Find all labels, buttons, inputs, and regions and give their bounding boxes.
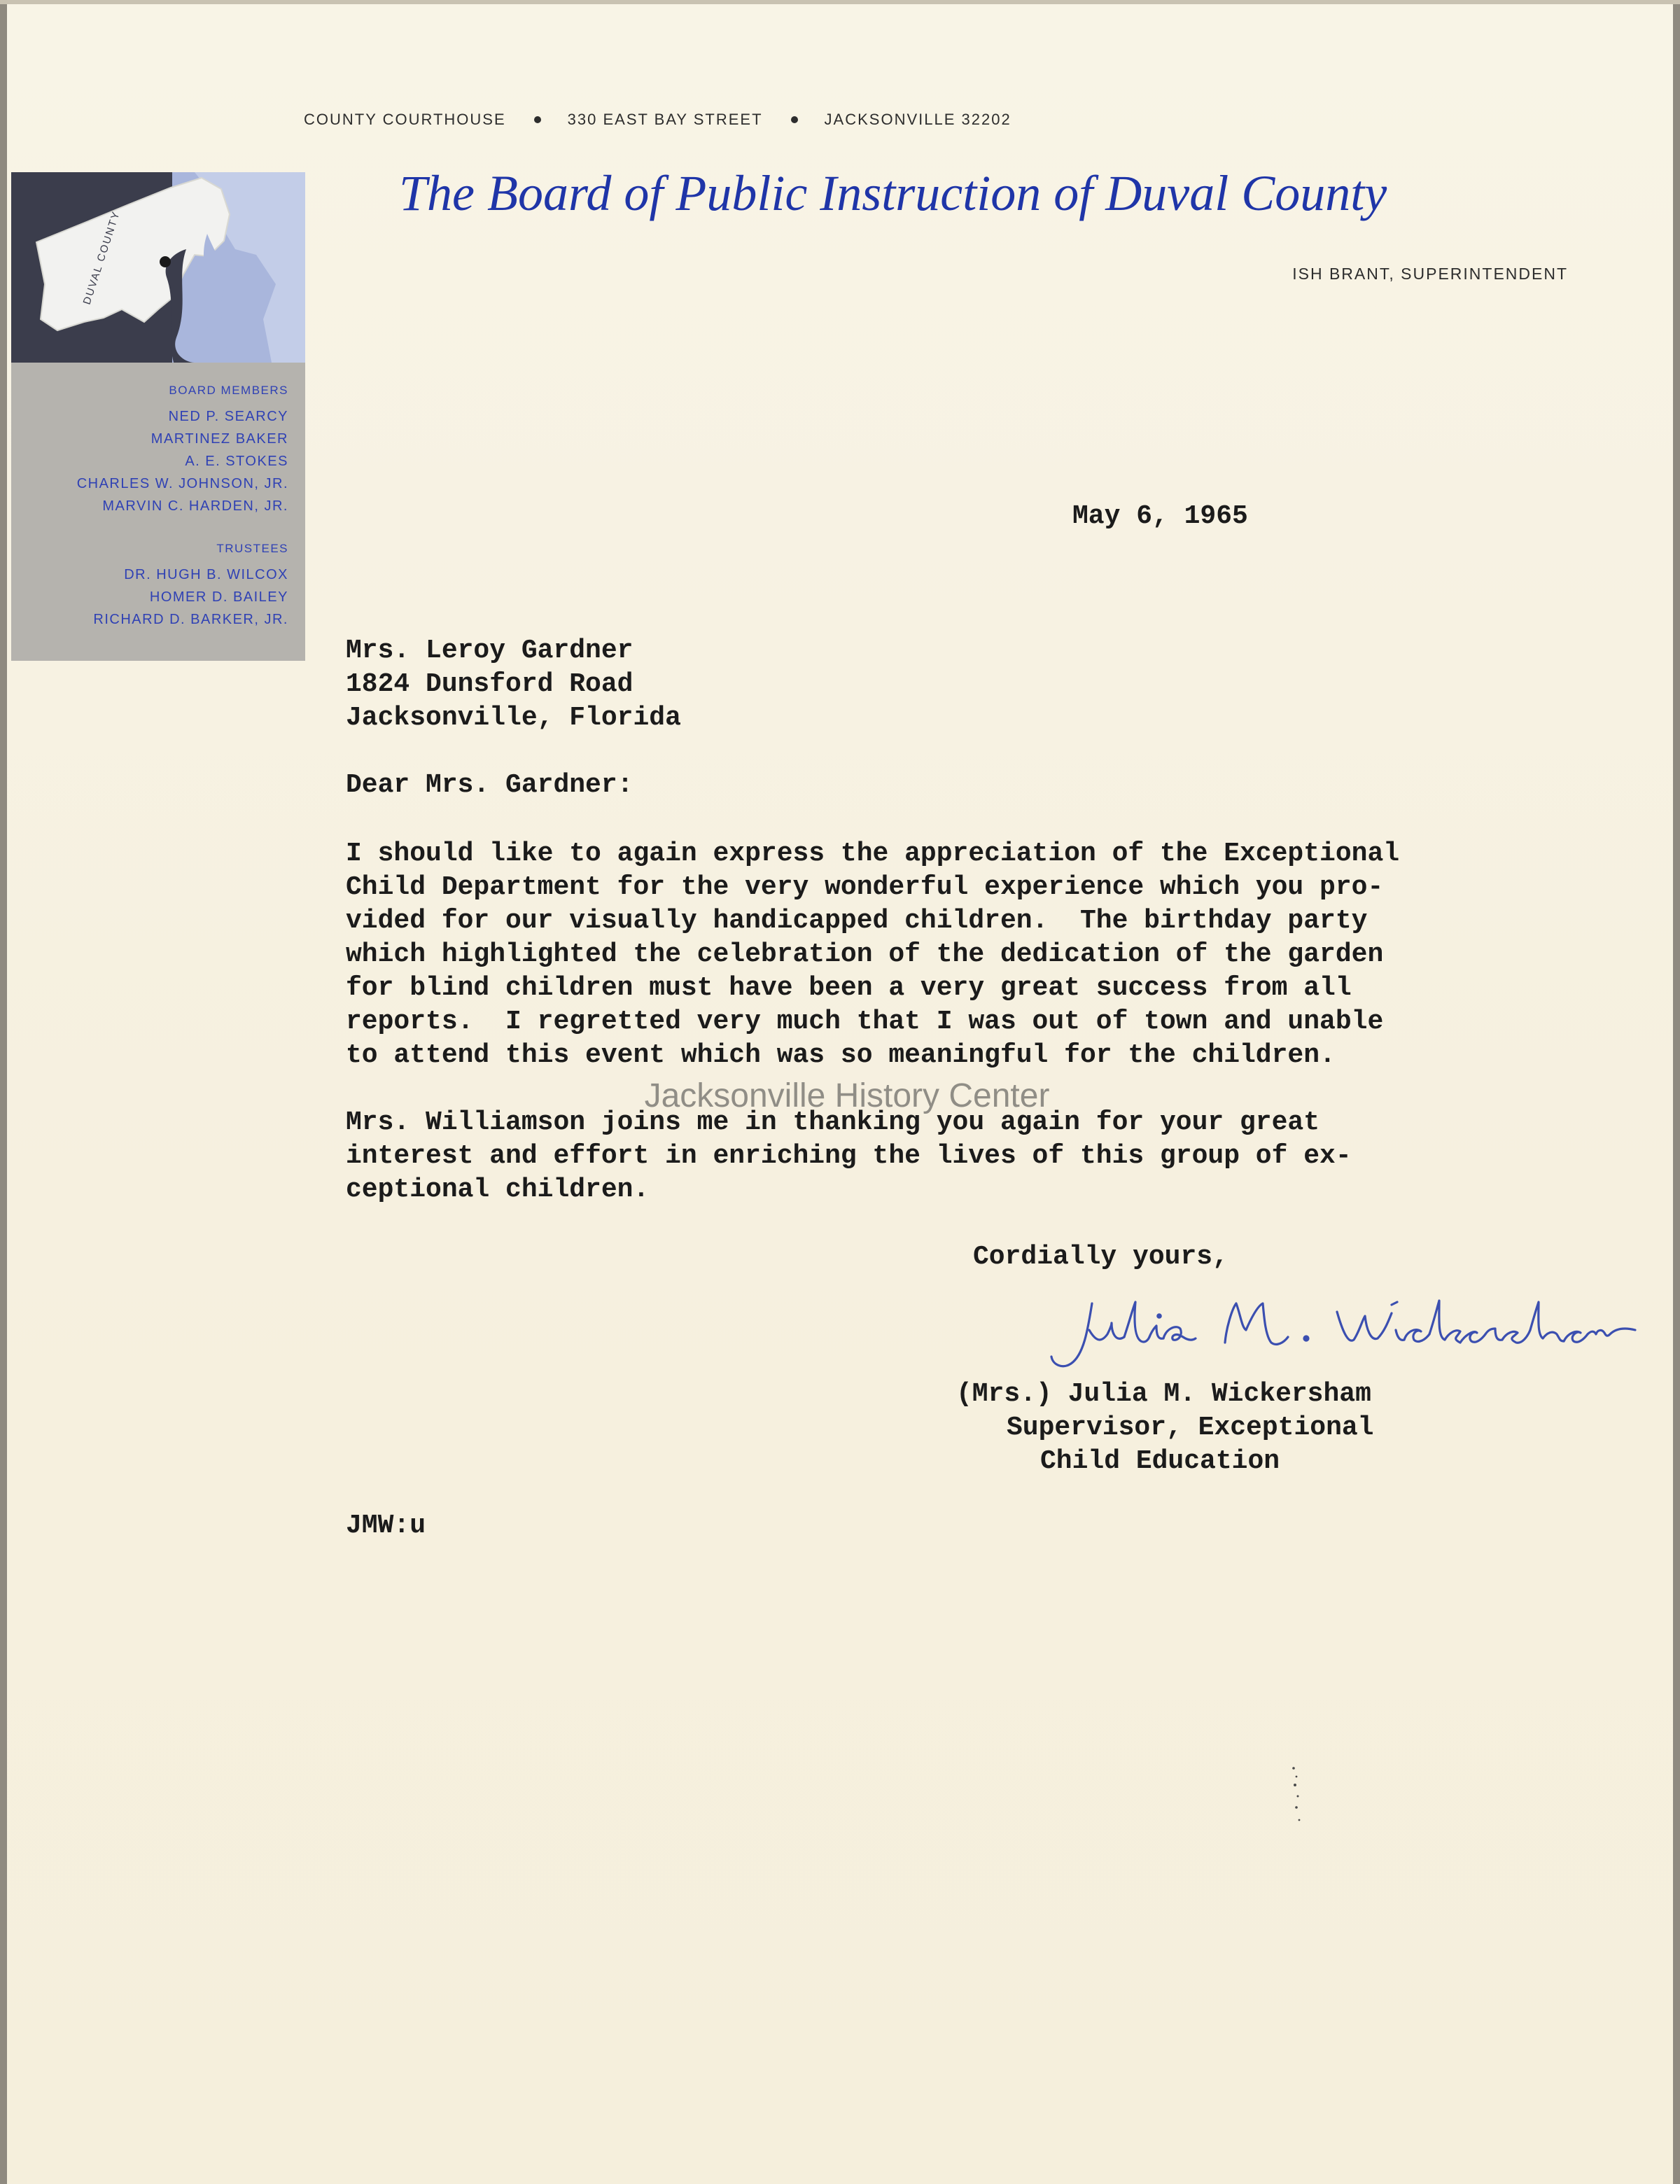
board-member-name: MARVIN C. HARDEN, JR. xyxy=(102,498,288,514)
letterhead-superintendent: ISH BRANT, SUPERINTENDENT xyxy=(1292,265,1568,283)
board-member-name: A. E. STOKES xyxy=(185,454,288,469)
recipient-line: 1824 Dunsford Road xyxy=(346,669,634,699)
salutation: Dear Mrs. Gardner: xyxy=(346,770,634,800)
scan-frame-right xyxy=(1673,0,1680,2184)
board-member-name: NED P. SEARCY xyxy=(168,409,288,424)
body-line: reports. I regretted very much that I was out of town and unable xyxy=(346,1007,1384,1037)
recipient-address xyxy=(346,634,681,735)
trustee-name: DR. HUGH B. WILCOX xyxy=(124,567,288,582)
scan-top-edge xyxy=(0,0,1680,4)
body-line: I should like to again express the appreciation of the Exceptional xyxy=(346,839,1400,869)
duval-county-map-logo xyxy=(11,172,305,363)
body-line: to attend this event which was so meaningful for the children. xyxy=(346,1040,1336,1070)
handwritten-signature xyxy=(1043,1288,1645,1372)
letter-date: May 6, 1965 xyxy=(1072,501,1248,531)
recipient-line: Jacksonville, Florida xyxy=(346,703,681,733)
board-members-heading: BOARD MEMBERS xyxy=(169,384,288,397)
body-line: for blind children must have been a very great success from all xyxy=(346,973,1352,1003)
trustees-heading: TRUSTEES xyxy=(216,542,288,555)
board-member-name: MARTINEZ BAKER xyxy=(150,431,288,447)
archive-watermark: Jacksonville History Center xyxy=(644,1077,1050,1114)
address-street: 330 EAST BAY STREET xyxy=(567,111,763,128)
signer-line: Child Education xyxy=(1040,1446,1280,1476)
board-members-sidebar xyxy=(11,363,305,661)
bullet-dot-icon xyxy=(791,116,798,123)
map-label: DUVAL COUNTY xyxy=(80,209,123,307)
body-line: vided for our visually handicapped children. The birthday party xyxy=(346,906,1368,936)
map-icon xyxy=(11,172,305,363)
body-line: which highlighted the celebration of the dedication of the garden xyxy=(346,939,1384,969)
bullet-dot-icon xyxy=(534,116,541,123)
body-line: Mrs. Williamson joins me in thanking you again for your great xyxy=(346,1107,1320,1138)
body-paragraph-1 xyxy=(346,837,1399,1072)
typist-initials: JMW:u xyxy=(346,1511,426,1541)
signer-line: Supervisor, Exceptional xyxy=(1007,1413,1374,1443)
trustee-name: HOMER D. BAILEY xyxy=(149,589,288,605)
scan-frame-left xyxy=(0,0,7,2184)
body-line: Child Department for the very wonderful experience which you pro- xyxy=(346,872,1384,902)
body-line: interest and effort in enriching the lives of this group of ex- xyxy=(346,1141,1352,1171)
address-city: JACKSONVILLE 32202 xyxy=(824,111,1011,128)
complimentary-closing: Cordially yours, xyxy=(973,1242,1228,1272)
signer-block xyxy=(956,1378,1374,1478)
paper-specks xyxy=(1288,1764,1309,1827)
letterhead-title: The Board of Public Instruction of Duval County xyxy=(399,165,1387,221)
body-line: ceptional children. xyxy=(346,1175,650,1205)
signer-line: (Mrs.) Julia M. Wickersham xyxy=(956,1379,1371,1409)
recipient-line: Mrs. Leroy Gardner xyxy=(346,636,634,666)
body-paragraph-2 xyxy=(346,1106,1352,1207)
board-member-name: CHARLES W. JOHNSON, JR. xyxy=(76,476,288,491)
trustee-name: RICHARD D. BARKER, JR. xyxy=(93,612,288,627)
address-courthouse: COUNTY COURTHOUSE xyxy=(304,111,506,128)
letterhead-address xyxy=(304,109,1284,130)
